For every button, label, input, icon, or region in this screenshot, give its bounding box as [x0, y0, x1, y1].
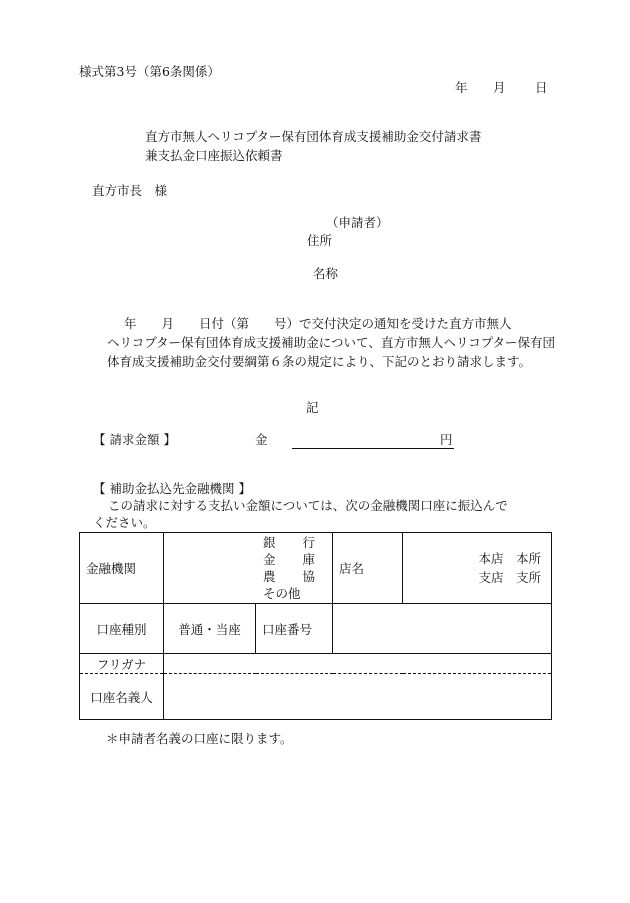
- applicant-name-label: 名称: [313, 266, 339, 281]
- request-amount-kin: 金: [255, 432, 268, 447]
- request-amount-label: 【 請求金額 】: [93, 432, 176, 447]
- account-holder-label: 口座名義人: [80, 674, 164, 720]
- date-month-label: 月: [493, 80, 506, 95]
- bank-section-note-line2: ください。: [93, 515, 156, 530]
- applicant-address-label: 住所: [307, 233, 333, 248]
- bank-type-other: その他: [263, 586, 301, 601]
- form-number: 様式第3号（第6条関係）: [79, 64, 220, 79]
- institution-label: 金融機関: [80, 533, 164, 604]
- branch-type-main: 本店 本所: [478, 551, 541, 566]
- institution-type-cell[interactable]: [164, 533, 333, 604]
- bank-type-nokyo: 農 協: [263, 569, 315, 584]
- bank-account-table: [79, 532, 552, 720]
- request-amount-yen: 円: [440, 432, 453, 447]
- bank-type-shinkin: 金 庫: [263, 552, 315, 567]
- table-row: [80, 674, 552, 720]
- furigana-label: フリガナ: [80, 654, 164, 674]
- ki-heading: 記: [306, 400, 319, 415]
- branch-name-label: 店名: [333, 533, 403, 604]
- bank-section-label: 【 補助金払込先金融機関 】: [93, 481, 251, 496]
- table-row: [80, 604, 552, 654]
- date-year-label: 年: [455, 80, 468, 95]
- furigana-field[interactable]: [164, 654, 552, 674]
- request-amount-line[interactable]: [292, 448, 454, 449]
- account-type-value[interactable]: 普通・当座: [164, 604, 256, 654]
- request-statement-rest: ヘリコプター保有団体育成支援補助金について、直方市無人ヘリコプター保有団体育成支援補助金交付要綱第６条の規定により、下記のとおり請求します。: [107, 335, 555, 369]
- account-type-label: 口座種別: [80, 604, 164, 654]
- branch-type-cell[interactable]: [403, 533, 552, 604]
- addressee: 直方市長 様: [92, 183, 168, 198]
- date-day-label: 日: [535, 80, 548, 95]
- document-subtitle: 兼支払金口座振込依頼書: [145, 148, 283, 163]
- account-number-label: 口座番号: [256, 604, 333, 654]
- request-statement-line1: 年 月 日付（第 号）で交付決定の通知を受けた直方市無人: [124, 316, 512, 331]
- request-statement: [107, 314, 555, 371]
- branch-type-sub: 支店 支所: [478, 570, 541, 585]
- account-holder-field[interactable]: [164, 674, 552, 720]
- bank-type-bank: 銀 行: [263, 535, 315, 550]
- applicant-label: （申請者）: [326, 215, 389, 230]
- document-title: 直方市無人ヘリコプター保有団体育成支援補助金交付請求書: [145, 129, 482, 144]
- bank-section-note-line1: この請求に対する支払い金額については、次の金融機関口座に振込んで: [108, 498, 508, 513]
- footnote: ＊申請者名義の口座に限ります。: [106, 731, 293, 746]
- table-row: [80, 533, 552, 604]
- account-number-field[interactable]: [333, 604, 552, 654]
- table-row: [80, 654, 552, 674]
